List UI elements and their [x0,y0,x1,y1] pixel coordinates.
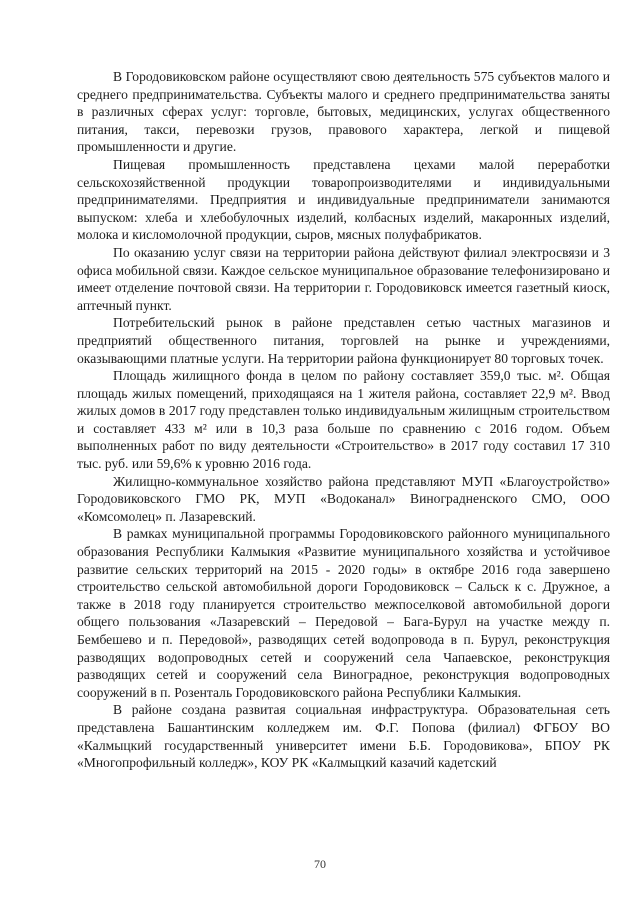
body-text [77,68,610,772]
page-number: 70 [314,857,326,871]
paragraph-communications: По оказанию услуг связи на территории района действуют филиал электросвязи и 3 офиса мобильной связи. Каждое сельское муниципальное образование телефонизировано и имеет отделение почтовой связи. На территории г. Городовиковск имеется газетный киоск, аптечный пункт. [77,244,610,313]
paragraph-social-infrastructure: В районе создана развитая социальная инфраструктура. Образовательная сеть представлена Башантинским колледжем им. Ф.Г. Попова (филиал) ФГБОУ ВО «Калмыцкий государственный университет имени Б.Б. Городовикова», БПОУ РК «Многопрофильный колледж», КОУ РК «Калмыцкий казачий кадетский [77,702,610,771]
paragraph-food-industry: Пищевая промышленность представлена цехами малой переработки сельскохозяйственной продукции товаропроизводителями и индивидуальными предпринимателями. Предприятия и индивидуальные предприниматели занимаются выпуском: хлеба и хлебобулочных изделий, колбасных изделий, макаронных изделий, молока и кисломолочной продукции, сыров, мясных полуфабрикатов. [77,156,610,243]
paragraph-municipal-program: В рамках муниципальной программы Городовиковского районного муниципального образования Республики Калмыкия «Развитие муниципального хозяйства и устойчивое развитие сельских территорий на 2015 - 2020 годы» в октябре 2016 года завершено строительство сельской автомобильной дороги Городовиковск – Сальск к с. Дружное, а также в 2018 году планируется строительство межпоселковой автомобильной дороги общего пользования «Лазаревский – Передовой – Бага-Бурул на участке между п. Бембешево и п. Передовой», разводящих сетей водопровода в п. Бурул, реконструкция разводящих водопроводных сетей и сооружений села Чапаевское, реконструкция разводящих сетей и сооружений села Виноградное, реконструкция водопроводных сооружений в п. Розенталь Городовиковского района Республики Калмыкия. [77,526,610,700]
paragraph-consumer-market: Потребительский рынок в районе представлен сетью частных магазинов и предприятий общественного питания, торговлей на рынке и учреждениями, оказывающими платные услуги. На территории района функционирует 80 торговых точек. [77,315,610,366]
paragraph-utilities: Жилищно-коммунальное хозяйство района представляют МУП «Благоустройство» Городовиковского ГМО РК, МУП «Водоканал» Виноградненского СМО, ООО «Комсомолец» п. Лазаревский. [77,473,610,524]
paragraph-housing: Площадь жилищного фонда в целом по району составляет 359,0 тыс. м². Общая площадь жилых помещений, приходящаяся на 1 жителя района, составляет 22,9 м². Ввод жилых домов в 2017 году представлен только индивидуальным жилищным строительством и составляет 433 м² или в 10,3 раза больше по сравнению с 2016 годом. Объем выполненных работ по виду деятельности «Строительство» в 2017 году составил 17 310 тыс. руб. или 59,6% к уровню 2016 года. [77,368,610,472]
paragraph-sme: В Городовиковском районе осуществляют свою деятельность 575 субъектов малого и среднего предпринимательства. Субъекты малого и среднего предпринимательства заняты в различных сферах услуг: торговле, бытовых, медицинских, услугах общественного питания, такси, перевозки грузов, правового характера, легкой и пищевой промышленности и другие. [77,69,610,155]
